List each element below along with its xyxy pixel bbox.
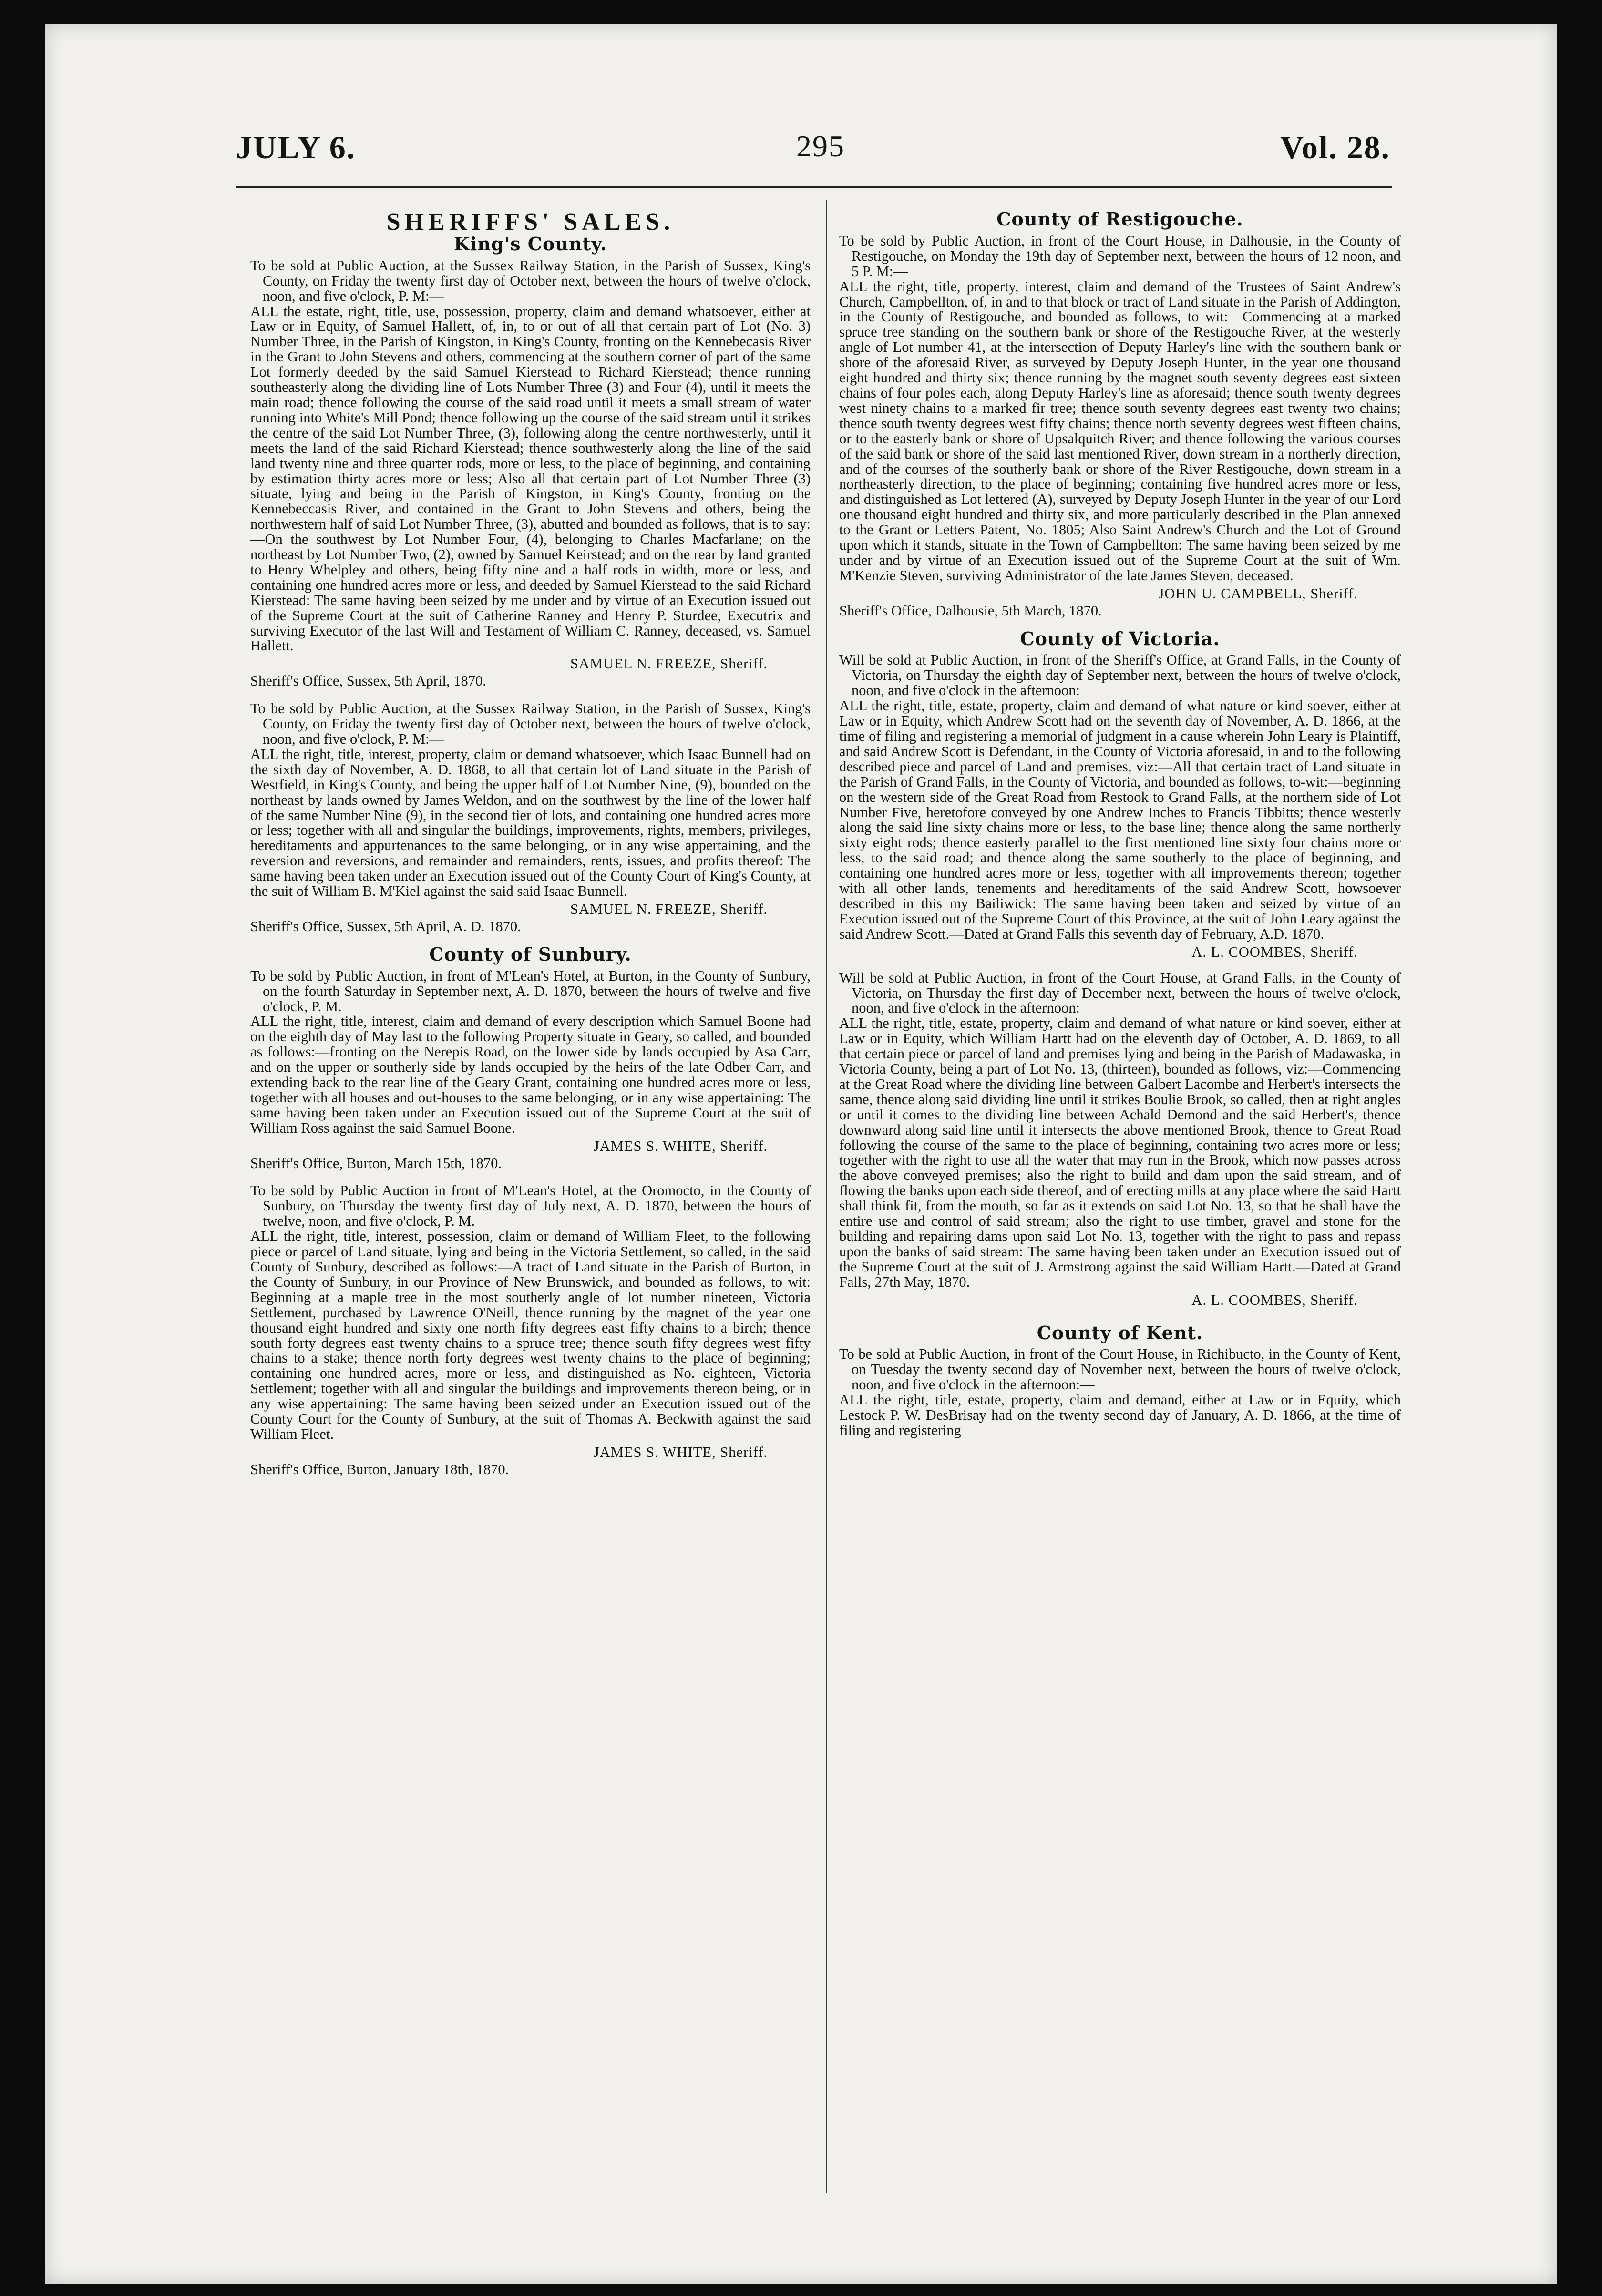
county-heading-sunbury: County of Sunbury. — [429, 943, 632, 965]
notice-body: ALL the right, title, estate, property, claim and demand of what nature or kind soever, either at Law or in Equity, which Andrew Scott had on the seventh day of November, A. D. 1866, at the time of filing and registering a memorial of judgment in a cause wherein John Leary is Plaintiff, and said Andrew Scott is Defendant, in the County of Victoria aforesaid, in and to the following described piece and parcel of Land and premises, viz:—All that certain tract of Land situate in the Parish of Grand Falls, in the County of Victoria, and bounded as follows, to-wit:—beginning on the western side of the Great Road from Restook to Grand Falls, at the northern side of Lot Number Five, heretofore conveyed by one Andrew Inches to Francis Tibbitts; thence westerly along the said line sixty chains more or less, to the base line; thence along the same northerly sixty eight rods; thence easterly parallel to the first mentioned line sixty four chains more or less, to the said road; and thence along the same southerly to the place of beginning, and containing one hundred acres more or less, together with all improvements thereon; together with all other lands, tenements and hereditaments of the said Andrew Scott, howsoever described in this my Bailiwick: The same having been taken and seized by virtue of an Execution issued out of the Supreme Court of this Province, at the suit of John Leary against the said Andrew Scott.—Dated at Grand Falls this seventh day of February, A.D. 1870. — [839, 697, 1401, 942]
office-dateline: Sheriff's Office, Burton, March 15th, 1870. — [250, 1155, 502, 1171]
notice — [839, 1347, 1401, 1438]
notice-lead: To be sold by Public Auction in front of M'Lean's Hotel, at the Oromocto, in the County of Sunbury, on Thursday the twenty first day of July next, A. D. 1870, between the hours of twelve, noon, and five o'clock, P. M. — [250, 1182, 811, 1230]
page-number: 295 — [796, 129, 845, 163]
office-dateline: Sheriff's Office, Sussex, 5th April, 1870. — [250, 673, 486, 689]
notice-body: ALL the right, title, interest, claim and demand of every description which Samuel Boone had on the eighth day of May last to the following Property situate in Geary, so called, and bounded as follows:—fronting on the Nerepis Road, on the lower side by lands occupied by Asa Carr, and on the upper or southerly side by lands occupied by the heirs of the late Odber Carr, and extending back to the rear line of the Geary Grant, containing one hundred acres more or less, together with all houses and out-houses to the same belonging, or in any wise appertaining: The same having been taken under an Execution issued out of the Supreme Court at the suit of William Ross against the said Samuel Boone. — [250, 1013, 811, 1136]
office-dateline: Sheriff's Office, Sussex, 5th April, A. D. 1870. — [250, 918, 521, 934]
notice-lead: To be sold at Public Auction, in front of the Court House, in Richibucto, in the County of Kent, on Tuesday the twenty second day of November next, between the hours of twelve o'clock, noon, and five o'clock in the afternoon:— — [839, 1346, 1401, 1393]
section-banner: SHERIFFS' SALES. — [386, 208, 675, 236]
notice-lead: To be sold by Public Auction, in front of the Court House, in Dalhousie, in the County of Restigouche, on Monday the 19th day of September next, between the hours of 12 noon, and 5 P. M:— — [839, 232, 1401, 279]
column-divider — [826, 200, 827, 2193]
notice-separator — [839, 1308, 1401, 1319]
notice-body: ALL the estate, right, title, use, possession, property, claim and demand whatsoever, either at Law or in Equity, of Samuel Hallett, of, in, to or out of all that certain part of Lot (No. 3) Number Three, in the Parish of Kingston, in King's County, fronting on the Kennebecasis River in the Grant to John Stevens and others, commencing at the southern corner of part of the same Lot formerly deeded by the said Samuel Kierstead to Richard Kierstead; thence running southeasterly along the dividing line of Lots Number Three (3) and Four (4), until it meets the main road; thence following the course of the said road until it meets a small stream of water running into White's Mill Pond; thence following up the course of the said stream until it strikes the centre of the said Lot Number Three, (3), following along the centre northwesterly, until it meets the land of the said Richard Kierstead; thence southwesterly along the line of the said land twenty nine and three quarter rods, more or less, to the place of beginning, and containing by estimation thirty acres more or less; Also all that certain part of Lot Number Three (3) situate, lying and being in the Parish of Kingston, in King's County, fronting on the Kennebeccasis River, and contained in the Grant to John Stevens and others, being the northwestern half of said Lot Number Three, (3), abutted and bounded as follows, that is to say:—On the southwest by Lot Number Four, (4), belonging to Charles Macfarlane; on the northeast by Lot Number Two, (2), owned by Samuel Keirstead; and on the rear by land granted to Henry Whelpley and others, being fifty nine and a half rods in width, more or less, and containing one hundred acres more or less, and deeded by Samuel Kierstead to the said Richard Kierstead: The same having been seized by me under and by virtue of an Execution issued out of the Supreme Court at the suit of Catherine Ranney and Henry P. Sturdee, Executrix and surviving Executor of the last Will and Testament of William C. Ranney, deceased, vs. Samuel Hallett. — [250, 303, 811, 654]
header-rule — [236, 186, 1392, 190]
sheriff-signature: JAMES S. WHITE, Sheriff. — [593, 1138, 768, 1154]
notice-lead: Will be sold at Public Auction, in front of the Sheriff's Office, at Grand Falls, in the County of Victoria, on Thursday the eighth day of September next, between the hours of twelve o'clock, noon, and five o'clock in the afternoon: — [839, 652, 1401, 699]
notice-body: ALL the right, title, interest, possession, claim or demand of William Fleet, to the following piece or parcel of Land situate, lying and being in the Victoria Settlement, so called, in the said County of Sunbury, described as follows:—A tract of Land situate in the Parish of Burton, in the County of Sunbury, in our Province of New Brunswick, and bounded as follows, to wit: Beginning at a maple tree in the most southerly angle of lot number nineteen, Victoria Settlement, purchased by Lawrence O'Neill, thence running by the magnet of the year one thousand eight hundred and sixty one north fifty degrees east fifty chains to a birch; thence south forty degrees east twenty chains to a spruce tree; thence south fifty degrees west fifty chains to a stake; thence north forty degrees west twenty chains to the place of beginning; containing one hundred acres, more or less, and distinguished as No. eighteen, Victoria Settlement; together with all and singular the buildings and improvements thereon being, or in any wise appertaining: The same having been seized under an Execution issued out of the County Court for the County of Sunbury, at the suit of Thomas A. Beckwith against the said William Fleet. — [250, 1228, 811, 1442]
county-heading-restigouche: County of Restigouche. — [996, 208, 1243, 230]
notice — [250, 701, 811, 934]
office-dateline: Sheriff's Office, Dalhousie, 5th March, 1870. — [839, 602, 1102, 619]
right-column — [839, 205, 1401, 1438]
sheriff-signature: SAMUEL N. FREEZE, Sheriff. — [570, 656, 768, 672]
notice-body: ALL the right, title, interest, property, claim or demand whatsoever, which Isaac Bunnell had on the sixth day of November, A. D. 1868, to all that certain lot of Land situate in the Parish of Westfield, in King's County, and being the upper half of Lot Number Nine, (9), bounded on the northeast by lands owned by James Weldon, and on the southwest by the line of the lower half of the same Number Nine (9), in the second tier of lots, and containing one hundred acres more or less; together with all and singular the buildings, improvements, rights, members, privileges, hereditaments and appurtenances to the same belonging, or in any wise appertaining, and the reversion and reversions, and remainder and remainders, rents, issues, and profits thereof: The same having been taken under an Execution issued out of the County Court of King's County, at the suit of William B. M'Kiel against the said said Isaac Bunnell. — [250, 746, 811, 900]
volume-number: Vol. 28. — [1280, 129, 1390, 165]
sheriff-signature: JAMES S. WHITE, Sheriff. — [593, 1444, 768, 1460]
sheriff-signature: JOHN U. CAMPBELL, Sheriff. — [1158, 585, 1358, 602]
sheriff-signature: A. L. COOMBES, Sheriff. — [1191, 943, 1358, 960]
notice — [250, 258, 811, 689]
left-column — [250, 205, 811, 1490]
office-dateline: Sheriff's Office, Burton, January 18th, 1870. — [250, 1461, 509, 1477]
notice-body: ALL the right, title, estate, property, claim and demand of what nature or kind soever, either at Law or in Equity, which William Hartt had on the eleventh day of October, A. D. 1869, to all that certain piece or parcel of land and premises lying and being in the Parish of Madawaska, in Victoria County, being a part of Lot No. 13, (thirteen), bounded as follows, viz:—Commencing at the Great Road where the dividing line between Galbert Lacombe and Herbert's intersects the same, thence along said dividing line until it strikes Boulie Brook, so called, then at right angles or until it comes to the dividing line between Achald Demond and the said Herbert's, thence downward along said line until it intersects the above mentioned Brook, thence to Great Road following the course of the same to the place of beginning, containing two acres more or less; together with the right to use all the water that may run in the Brook, which now passes across the above conveyed premises; also the right to build and dam upon the said stream, and of flowing the banks upon each side thereof, and of erecting mills at any place where the said Hartt shall think fit, from the mouth, so far as it extends on said Lot No. 13, so that he shall have the entire use and control of said stream; also the right to use timber, gravel and stone for the building and repairing dams upon said Lot No. 13, together with the right to pass and repass upon the banks of said stream: The same having been taken under an Execution issued out of the Supreme Court at the suit of J. Armstrong against the said William Hartt.—Dated at Grand Falls, 27th May, 1870. — [839, 1015, 1401, 1290]
county-heading-kent: County of Kent. — [1037, 1322, 1203, 1343]
notice — [839, 234, 1401, 619]
notice — [250, 1183, 811, 1477]
issue-date: JULY 6. — [236, 129, 356, 165]
notice-body: ALL the right, title, estate, property, claim and demand, either at Law or in Equity, which Lestock P. W. DesBrisay had on the twenty second day of January, A. D. 1866, at the time of filing and registering — [839, 1392, 1401, 1438]
notice-separator — [839, 960, 1401, 971]
notice — [839, 971, 1401, 1319]
sheriff-signature: SAMUEL N. FREEZE, Sheriff. — [570, 901, 768, 917]
sheriff-signature: A. L. COOMBES, Sheriff. — [1191, 1292, 1358, 1308]
county-heading-victoria: County of Victoria. — [1020, 627, 1220, 649]
notice-lead: Will be sold at Public Auction, in front of the Court House, at Grand Falls, in the County of Victoria, on Thursday the first day of December next, between the hours of twelve o'clock, noon, and five o'clock in the afternoon: — [839, 969, 1401, 1016]
notice-lead: To be sold at Public Auction, at the Sussex Railway Station, in the Parish of Sussex, King's County, on Friday the twenty first day of October next, between the hours of twelve o'clock, noon, and five o'clock, P. M:— — [250, 257, 811, 304]
county-heading-kings: King's County. — [453, 233, 607, 255]
notice — [250, 969, 811, 1171]
notice — [839, 653, 1401, 970]
notice-lead: To be sold by Public Auction, in front of M'Lean's Hotel, at Burton, in the County of Sunbury, on the fourth Saturday in September next, A. D. 1870, between the hours of twelve and five o'clock, P. M. — [250, 967, 811, 1015]
notice-body: ALL the right, title, property, interest, claim and demand of the Trustees of Saint Andrew's Church, Campbellton, of, in and to that block or tract of Land situate in the Parish of Addington, in the County of Restigouche, and bounded as follows, to wit:—Commencing at a marked spruce tree standing on the southern bank or shore of the Restigouche River, at the westerly angle of Lot number 41, at the intersection of Deputy Harley's line with the southern bank or shore of the aforesaid River, as surveyed by Deputy Joseph Hunter, in the year one thousand eight hundred and thirty six; thence running by the magnet south seventy degrees east sixteen chains of four poles each, along Deputy Harley's line as aforesaid; thence south twenty degrees west ninety chains to a marked fir tree; thence south seventy degrees east twenty two chains; thence south twenty degrees west fifty chains; thence north seventy degrees west fifteen chains, or to the easterly bank or shore of Upsalquitch River; and thence following the various courses of the said bank or shore of the said last mentioned River, down stream in a northerly direction, and of the courses of the southerly bank or shore of the River Restigouche, down stream in a northeasterly direction, to the place of beginning; containing five hundred acres more or less, and distinguished as Lot lettered (A), surveyed by Deputy Joseph Hunter in the year of our Lord one thousand eight hundred and thirty six, and more particularly described in the Plan annexed to the Grant or Letters Patent, No. 1805; Also Saint Andrew's Church and the Lot of Ground upon which it stands, situate in the Town of Campbellton: The same having been seized by me under and by virtue of an Execution issued out of the Supreme Court at the suit of Wm. M'Kenzie Steven, surviving Administrator of the late James Steven, deceased. — [839, 278, 1401, 584]
notice-lead: To be sold by Public Auction, at the Sussex Railway Station, in the Parish of Sussex, King's County, on Friday the twenty first day of October next, between the hours of twelve o'clock, noon, and five o'clock, P. M:— — [250, 700, 811, 747]
